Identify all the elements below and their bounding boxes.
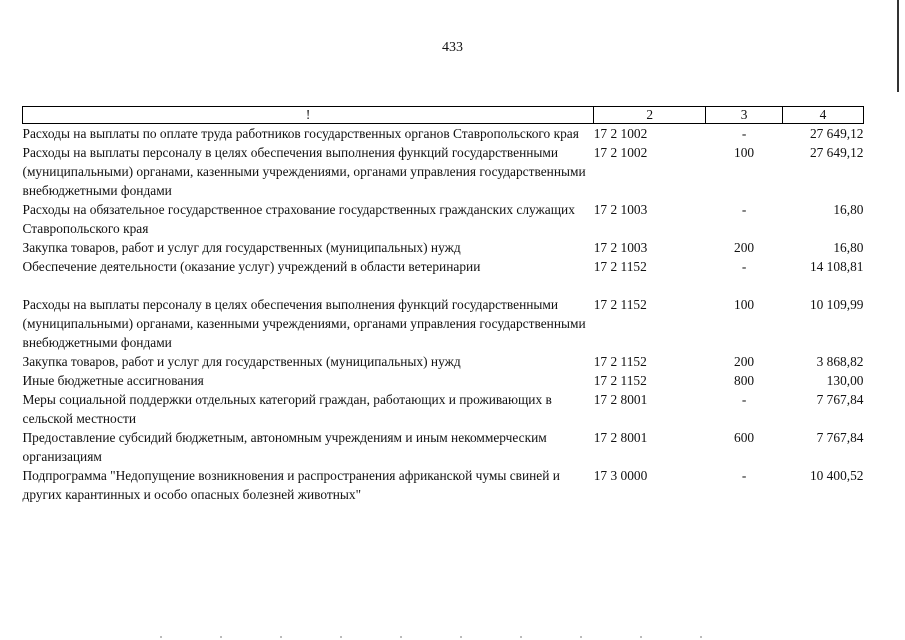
table-row [23, 257, 864, 295]
row-code: 17 2 1002 [593, 126, 648, 141]
row-amount: 27 649,12 [809, 145, 864, 160]
header-col-1: ! [23, 107, 594, 124]
row-amount: 27 649,12 [809, 126, 864, 141]
row-name: Расходы на выплаты персоналу в целях обеспечения выполнения функций государственными (муниципальными) органами, казенными учреждениями, органами управления государственными внебюджетными фондами [22, 297, 586, 350]
row-type: - [741, 202, 747, 217]
row-code: 17 2 1003 [593, 240, 648, 255]
row-type: 200 [734, 240, 755, 255]
row-name: Обеспечение деятельности (оказание услуг) учреждений в области ветеринарии [22, 259, 481, 274]
table-row [23, 371, 864, 390]
table-row [23, 238, 864, 257]
row-code: 17 2 1152 [593, 354, 647, 369]
row-type: 100 [734, 297, 755, 312]
row-name: Расходы на выплаты по оплате труда работников государственных органов Ставропольского края [22, 126, 579, 141]
page-number: 433 [442, 40, 463, 55]
page-edge-line [897, 0, 899, 92]
row-code: 17 2 8001 [593, 430, 648, 445]
table-row [23, 200, 864, 238]
row-name: Закупка товаров, работ и услуг для государственных (муниципальных) нужд [22, 240, 461, 255]
row-name: Подпрограмма "Недопущение возникновения и распространения африканской чумы свиней и других карантинных и особо опасных болезней животных" [22, 468, 560, 502]
row-name: Расходы на выплаты персоналу в целях обеспечения выполнения функций государственными (муниципальными) органами, казенными учреждениями, органами управления государственными внебюджетными фондами [22, 145, 586, 198]
budget-table [22, 106, 864, 504]
table-row [23, 390, 864, 428]
table-row [23, 428, 864, 466]
row-amount: 7 767,84 [816, 392, 864, 407]
row-code: 17 3 0000 [593, 468, 648, 483]
row-type: - [741, 392, 747, 407]
row-type: 800 [734, 373, 755, 388]
table-row [23, 143, 864, 200]
row-name: Меры социальной поддержки отдельных категорий граждан, работающих и проживающих в сельской местности [22, 392, 552, 426]
table-row [23, 124, 864, 144]
row-code: 17 2 1002 [593, 145, 648, 160]
table-row [23, 295, 864, 352]
table-row [23, 466, 864, 504]
row-code: 17 2 8001 [593, 392, 648, 407]
row-amount: 130,00 [826, 373, 864, 388]
row-code: 17 2 1152 [593, 297, 647, 312]
row-amount: 3 868,82 [816, 354, 864, 369]
row-amount: 7 767,84 [816, 430, 864, 445]
row-name: Иные бюджетные ассигнования [22, 373, 204, 388]
table-row [23, 352, 864, 371]
row-type: 600 [734, 430, 755, 445]
row-code: 17 2 1003 [593, 202, 648, 217]
row-type: - [741, 468, 747, 483]
row-amount: 10 109,99 [809, 297, 864, 312]
row-name: Закупка товаров, работ и услуг для государственных (муниципальных) нужд [22, 354, 461, 369]
row-type: 100 [734, 145, 755, 160]
row-amount: 16,80 [833, 240, 864, 255]
row-code: 17 2 1152 [593, 259, 647, 274]
row-amount: 16,80 [833, 202, 864, 217]
row-type: - [741, 126, 747, 141]
header-col-2: 2 [594, 107, 706, 124]
row-amount: 14 108,81 [809, 259, 864, 274]
row-name: Предоставление субсидий бюджетным, автономным учреждениям и иным некоммерческим организациям [22, 430, 547, 464]
header-col-4: 4 [783, 107, 864, 124]
row-type: - [741, 259, 747, 274]
row-amount: 10 400,52 [809, 468, 864, 483]
row-name: Расходы на обязательное государственное страхование государственных гражданских служащих Ставропольского края [22, 202, 575, 236]
row-type: 200 [734, 354, 755, 369]
table-header-row [23, 107, 864, 124]
scan-artifact [160, 636, 760, 638]
row-code: 17 2 1152 [593, 373, 647, 388]
header-col-3: 3 [706, 107, 783, 124]
